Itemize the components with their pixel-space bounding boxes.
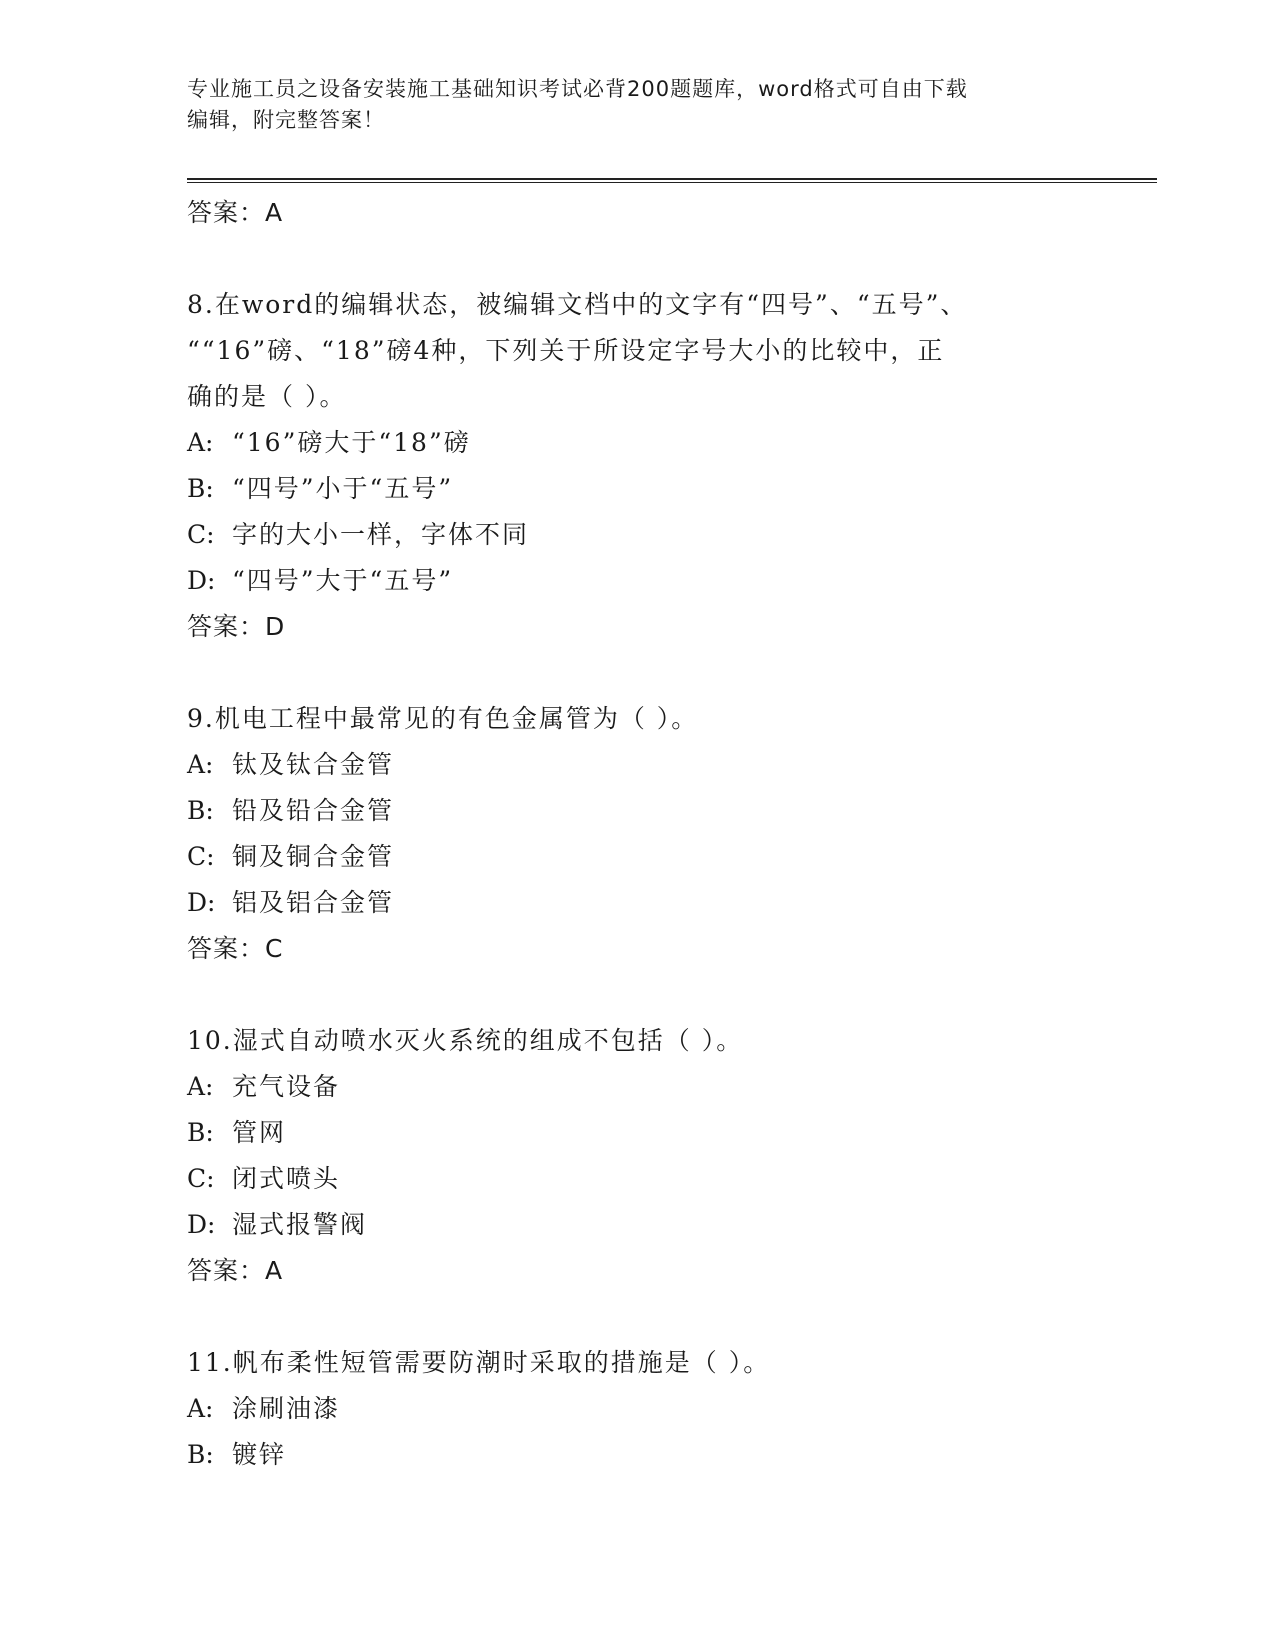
header-divider [187, 178, 1157, 183]
spacer [187, 972, 1067, 1018]
spacer [187, 236, 1067, 282]
option-letter: D: [187, 888, 216, 917]
previous-answer: 答案：A [187, 198, 284, 227]
option-text: 铝及铝合金管 [232, 888, 395, 917]
option-letter: B: [187, 1440, 214, 1469]
option-letter: D: [187, 1210, 216, 1239]
option-a [187, 1064, 1067, 1110]
option-text: “四号”小于“五号” [232, 474, 454, 503]
option-letter: A: [187, 750, 214, 779]
answer-line: 答案：D [187, 612, 286, 641]
option-text: “16”磅大于“18”磅 [232, 428, 471, 457]
question-8 [187, 282, 1067, 650]
option-b [187, 466, 1067, 512]
option-text: 充气设备 [232, 1072, 341, 1101]
option-d [187, 558, 1067, 604]
question-11 [187, 1340, 1067, 1478]
question-text-line: ““16”磅、“18”磅4种，下列关于所设定字号大小的比较中，正 [187, 336, 945, 365]
option-letter: D: [187, 566, 216, 595]
option-text: 钛及钛合金管 [232, 750, 395, 779]
option-c [187, 834, 1067, 880]
option-b [187, 788, 1067, 834]
option-letter: C: [187, 1164, 215, 1193]
option-text: 管网 [232, 1118, 287, 1147]
option-text: 涂刷油漆 [232, 1394, 341, 1423]
question-text-line: 11.帆布柔性短管需要防潮时采取的措施是（ ）。 [187, 1348, 771, 1377]
option-text: 字的大小一样，字体不同 [232, 520, 530, 549]
option-letter: B: [187, 474, 214, 503]
option-d [187, 1202, 1067, 1248]
question-text-line: 10.湿式自动喷水灭火系统的组成不包括（ ）。 [187, 1026, 744, 1055]
document-body [187, 190, 1067, 1478]
page-header [187, 74, 1087, 136]
option-letter: A: [187, 1072, 214, 1101]
option-c [187, 512, 1067, 558]
option-letter: A: [187, 428, 214, 457]
option-text: 镀锌 [232, 1440, 287, 1469]
option-letter: C: [187, 520, 215, 549]
option-b [187, 1110, 1067, 1156]
option-letter: A: [187, 1394, 214, 1423]
option-text: 湿式报警阀 [232, 1210, 368, 1239]
option-text: 闭式喷头 [232, 1164, 341, 1193]
header-title-line-1: 专业施工员之设备安装施工基础知识考试必背200题题库，word格式可自由下载 [187, 77, 968, 101]
option-c [187, 1156, 1067, 1202]
option-a [187, 742, 1067, 788]
option-b [187, 1432, 1067, 1478]
option-a [187, 420, 1067, 466]
spacer [187, 1294, 1067, 1340]
option-text: 铅及铅合金管 [232, 796, 395, 825]
option-letter: C: [187, 842, 215, 871]
option-letter: B: [187, 1118, 214, 1147]
option-letter: B: [187, 796, 214, 825]
spacer [187, 650, 1067, 696]
header-title-line-2: 编辑，附完整答案！ [187, 108, 385, 132]
question-10 [187, 1018, 1067, 1294]
option-a [187, 1386, 1067, 1432]
question-text-line: 9.机电工程中最常见的有色金属管为（ ）。 [187, 704, 699, 733]
option-text: “四号”大于“五号” [232, 566, 454, 595]
question-9 [187, 696, 1067, 972]
answer-line: 答案：C [187, 934, 284, 963]
answer-line: 答案：A [187, 1256, 284, 1285]
question-text-line: 确的是（ ）。 [187, 382, 347, 411]
option-text: 铜及铜合金管 [232, 842, 395, 871]
question-text-line: 8.在word的编辑状态，被编辑文档中的文字有“四号”、“五号”、 [187, 290, 968, 319]
option-d [187, 880, 1067, 926]
